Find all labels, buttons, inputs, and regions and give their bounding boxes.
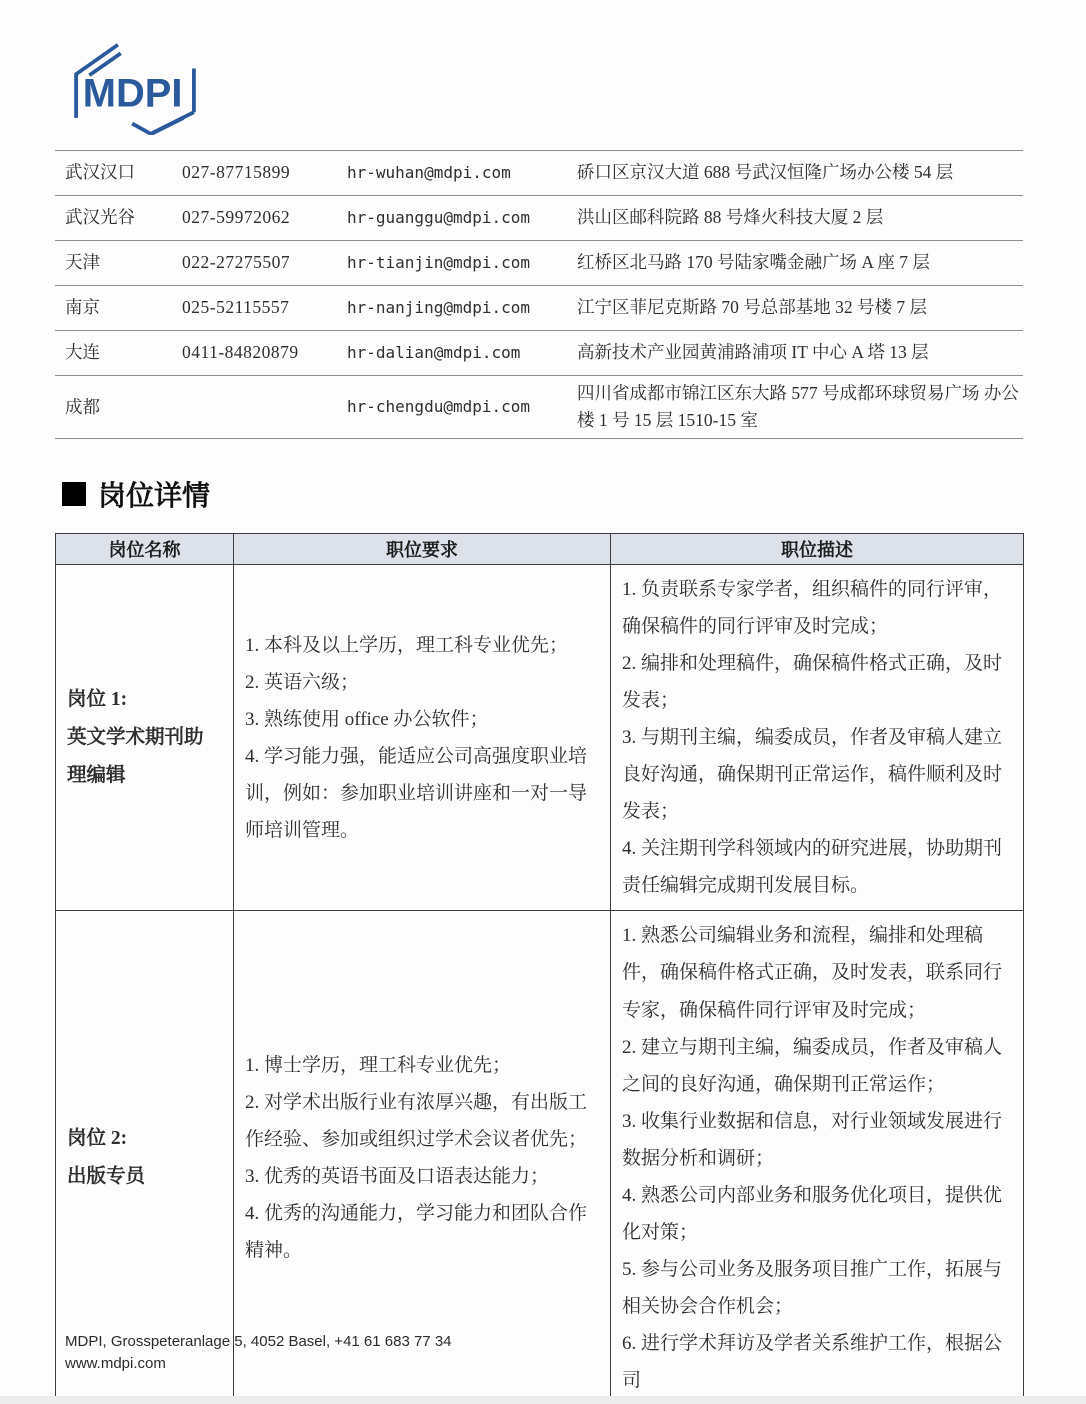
section-title-text: 岗位详情: [98, 481, 211, 512]
city-label: 大连: [65, 342, 100, 363]
contact-row-dalian: [55, 331, 1023, 376]
contact-row-wuhan-hankou: [55, 151, 1023, 196]
job1-requirements-cell: 1. 本科及以上学历，理工科专业优先； 2. 英语六级； 3. 熟练使用 office 办公软件； 4. 学习能力强，能适应公司高强度职业培训，例如：参加职业培训讲座和一对一导师培训管理。: [234, 565, 611, 911]
phone-number: 025-52115557: [182, 297, 290, 318]
mdpi-logo: [60, 40, 210, 135]
mdpi-logo-text: MDPI: [82, 71, 183, 116]
footer-address-line: MDPI, Grosspeteranlage 5, 4052 Basel, +41 61 683 77 34: [65, 1333, 452, 1350]
phone-number: 027-87715899: [182, 162, 291, 183]
office-address: 硚口区京汉大道 688 号武汉恒隆广场办公楼 54 层: [577, 162, 954, 183]
office-address: 四川省成都市锦江区东大路 577 号成都环球贸易广场 办公楼 1 号 15 层 1510-15 室: [577, 383, 1019, 431]
city-label: 武汉光谷: [65, 207, 135, 228]
job2-description-cell: 1. 熟悉公司编辑业务和流程，编排和处理稿件，确保稿件格式正确，及时发表，联系同行专家，确保稿件同行评审及时完成； 2. 建立与期刊主编，编委成员，作者及审稿人之间的良好沟通，确保期刊正常运作； 3. 收集行业数据和信息，对行业领域发展进行数据分析和调研； 4. 熟悉公司内部业务和服务优化项目，提供优化对策； 5. 参与公司业务及服务项目推广工作，拓展与相关协会合作机会； 6. 进行学术拜访及学者关系维护工作，根据公司: [611, 911, 1024, 1404]
office-address: 江宁区菲尼克斯路 70 号总部基地 32 号楼 7 层: [577, 297, 927, 318]
office-address: 高新技术产业园黄浦路浦项 IT 中心 A 塔 13 层: [577, 342, 929, 363]
phone-number: 027-59972062: [182, 207, 291, 228]
phone-number: 022-27275507: [182, 252, 291, 273]
contact-row-chengdu: [55, 376, 1023, 439]
office-address: 洪山区邮科院路 88 号烽火科技大厦 2 层: [577, 207, 884, 228]
city-label: 武汉汉口: [65, 162, 135, 183]
office-contact-table: [55, 150, 1023, 439]
contact-row-nanjing: [55, 286, 1023, 331]
footer-website: www.mdpi.com: [65, 1354, 166, 1372]
header-position-name: 岗位名称: [56, 534, 234, 565]
job1-subtitle: 英文学术期刊助理编辑: [67, 726, 204, 786]
phone-number: 0411-84820879: [182, 342, 299, 363]
section-title-job-details: [62, 474, 210, 514]
email-address: hr-wuhan@mdpi.com: [347, 162, 511, 182]
job2-title: 岗位 2:: [67, 1128, 128, 1150]
job1-title: 岗位 1:: [67, 688, 128, 710]
header-position-description: 职位描述: [611, 534, 1024, 565]
city-label: 天津: [65, 252, 100, 273]
email-address: hr-tianjin@mdpi.com: [347, 252, 531, 272]
city-label: 南京: [65, 297, 100, 318]
city-label: 成都: [65, 396, 100, 417]
contact-row-wuhan-guanggu: [55, 196, 1023, 241]
email-address: hr-guanggu@mdpi.com: [347, 207, 531, 227]
mdpi-hexagon-logo-icon: [60, 40, 210, 135]
email-address: hr-nanjing@mdpi.com: [347, 297, 531, 317]
job-row-1: [56, 565, 1024, 911]
email-address: hr-dalian@mdpi.com: [347, 342, 521, 362]
job-table-header-row: [56, 534, 1024, 565]
job-details-table: [55, 533, 1024, 1404]
job1-description-cell: 1. 负责联系专家学者，组织稿件的同行评审，确保稿件的同行评审及时完成； 2. 编排和处理稿件，确保稿件格式正确，及时发表； 3. 与期刊主编，编委成员，作者及审稿人建立良好沟通，确保期刊正常运作，稿件顺利及时发表； 4. 关注期刊学科领域内的研究进展，协助期刊责任编辑完成期刊发展目标。: [611, 565, 1024, 911]
square-bullet-icon: [62, 482, 86, 506]
document-footer: [65, 1331, 452, 1375]
job1-name-cell: [56, 565, 234, 911]
job2-subtitle: 出版专员: [67, 1166, 146, 1188]
contact-row-tianjin: [55, 241, 1023, 286]
email-address: hr-chengdu@mdpi.com: [347, 396, 531, 416]
office-address: 红桥区北马路 170 号陆家嘴金融广场 A 座 7 层: [577, 252, 930, 273]
job2-requirements-cell: 1. 博士学历，理工科专业优先； 2. 对学术出版行业有浓厚兴趣，有出版工作经验、参加或组织过学术会议者优先； 3. 优秀的英语书面及口语表达能力； 4. 优秀的沟通能力，学习能力和团队合作精神。: [234, 911, 611, 1404]
header-position-requirements: 职位要求: [234, 534, 611, 565]
